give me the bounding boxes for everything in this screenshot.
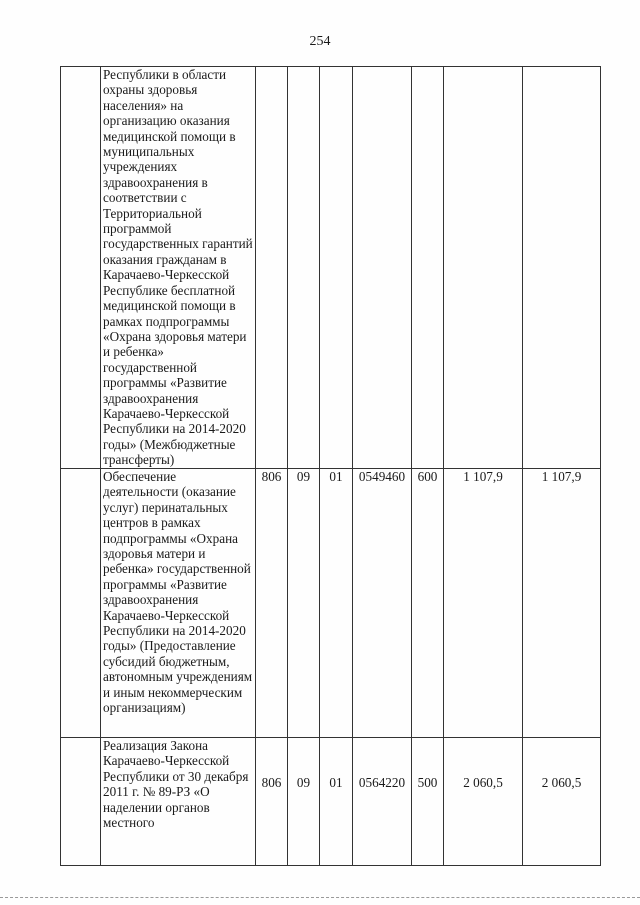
target-article: 0549460	[353, 469, 412, 738]
row-description: Обеспечение деятельности (оказание услуг) перинатальных центров в рамках подпрограммы «Охрана здоровья матери и ребенка» государственной программы «Развитие здравоохранения Карачаево-Черкесской Республики на 2014-2020 годы» (Предоставление субсидий бюджетным, автономным учреждениям и иным некоммерческим организациям)	[101, 469, 256, 738]
amount-2: 2 060,5	[523, 738, 601, 866]
row-description: Реализация Закона Карачаево-Черкесской Республики от 30 декабря 2011 г. № 89-РЗ «О наделении органов местного	[101, 738, 256, 866]
page-number: 254	[309, 34, 331, 49]
subsection-code	[320, 67, 353, 469]
amount-2	[523, 67, 601, 469]
table-row	[61, 67, 601, 469]
subsection-code: 01	[320, 469, 353, 738]
amount-1: 2 060,5	[444, 738, 523, 866]
section-code	[288, 67, 320, 469]
expense-type: 500	[412, 738, 444, 866]
row-index-cell	[61, 469, 101, 738]
section-code: 09	[288, 738, 320, 866]
table-row	[61, 738, 601, 866]
row-index-cell	[61, 67, 101, 469]
row-description: Республики в области охраны здоровья населения» на организацию оказания медицинской помощи в муниципальных учреждениях здравоохранения в соответствии с Территориальной программой государственных гарантий оказания гражданам в Карачаево-Черкесской Республике бесплатной медицинской помощи в рамках подпрограммы «Охрана здоровья матери и ребенка» государственной программы «Развитие здравоохранения Карачаево-Черкесской Республики на 2014-2020 годы» (Межбюджетные трансферты)	[101, 67, 256, 469]
amount-1: 1 107,9	[444, 469, 523, 738]
expense-type	[412, 67, 444, 469]
ministry-code	[256, 67, 288, 469]
expense-type: 600	[412, 469, 444, 738]
ministry-code: 806	[256, 469, 288, 738]
section-code: 09	[288, 469, 320, 738]
scan-edge-divider	[0, 897, 640, 899]
row-index-cell	[61, 738, 101, 866]
amount-2: 1 107,9	[523, 469, 601, 738]
table-row	[61, 469, 601, 738]
amount-1	[444, 67, 523, 469]
budget-table	[60, 66, 601, 866]
subsection-code: 01	[320, 738, 353, 866]
target-article: 0564220	[353, 738, 412, 866]
target-article	[353, 67, 412, 469]
ministry-code: 806	[256, 738, 288, 866]
